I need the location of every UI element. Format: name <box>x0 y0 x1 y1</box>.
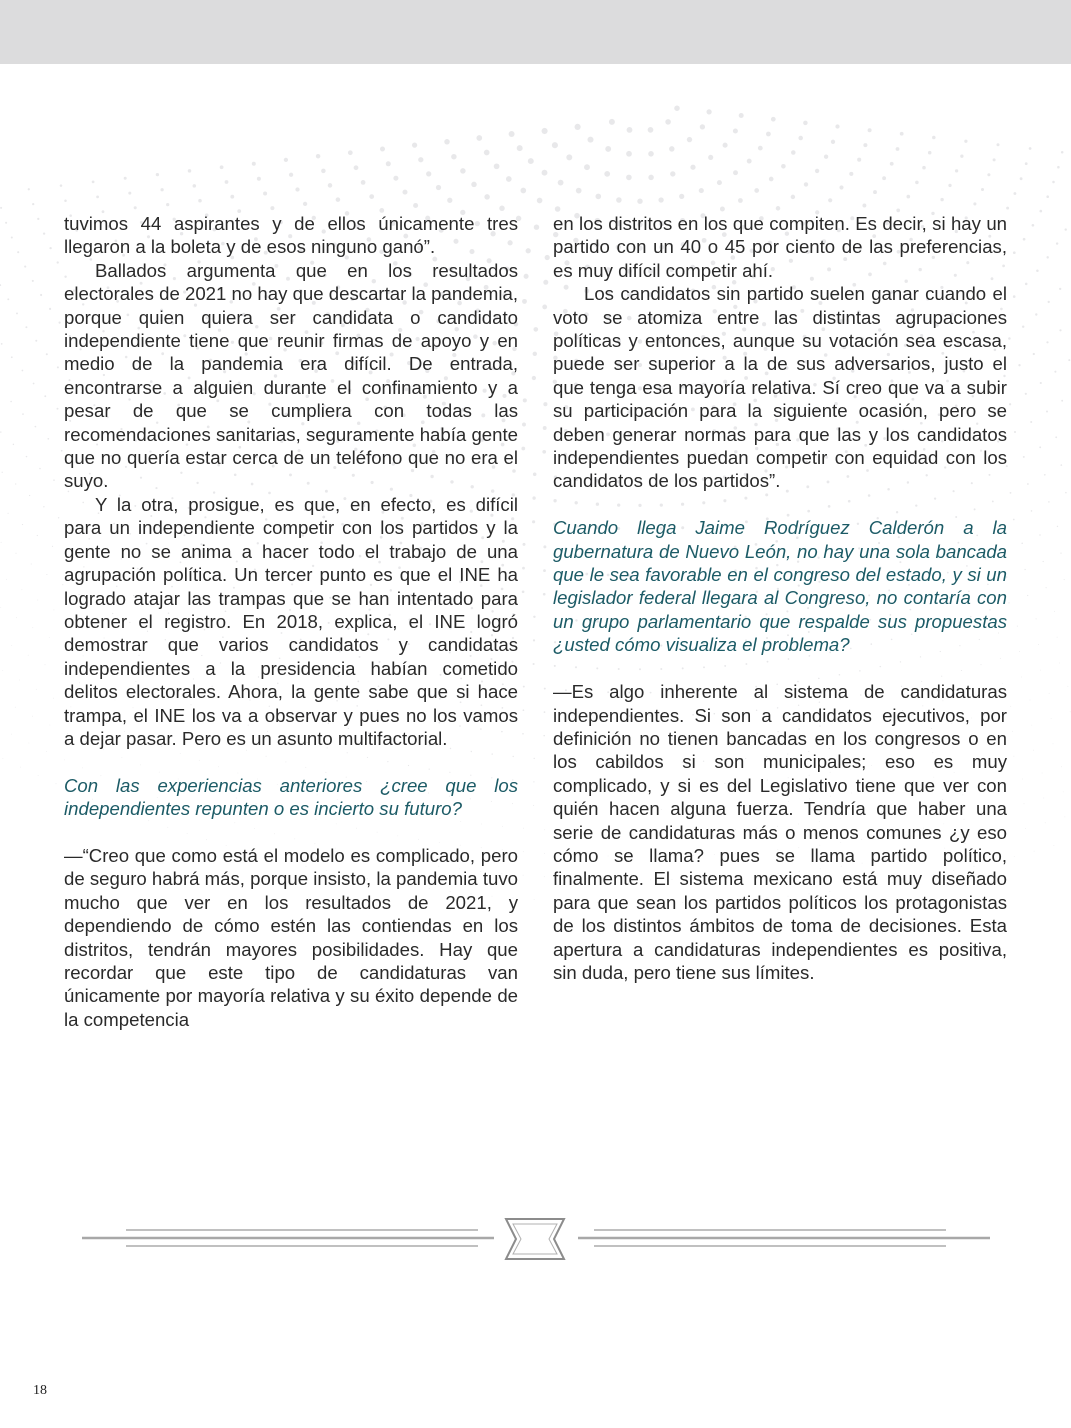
right-paragraph-1: en los distritos en los que compiten. Es decir, si hay un partido con un 40 o 45 por ciento de las preferencias, es muy difícil competir ahí. <box>553 213 1007 281</box>
right-paragraph-3: —Es algo inherente al sistema de candidaturas independientes. Si son a candidatos ejecutivos, por definición no tienen bancadas en los congresos o en los cabildos si son municipales; eso es muy complicado, y si es del Legislativo tiene que ver con quién hacen alguna fuerza. Tendría que haber una serie de candidaturas más o menos comunes ¿y eso cómo se llama? pues se llama partido político, finalmente. El sistema mexicano está muy diseñado para que sean los partidos políticos los protagonistas de los distintos ámbitos de toma de decisiones. Esta apertura a candidaturas independientes es positiva, sin duda, pero tiene sus límites. <box>553 681 1007 983</box>
right-interview-question: Cuando llega Jaime Rodríguez Calderón a la gubernatura de Nuevo León, no hay una sola bancada que le sea favorable en el congreso del estado, y si un legislador federal llegara al Congreso, no contaría con un grupo parlamentario que respalde sus propuestas ¿usted cómo visualiza el problema? <box>553 517 1007 656</box>
left-paragraph-3: Y la otra, prosigue, es que, en efecto, es difícil para un independiente competir con los partidos y la gente no se anima a hacer todo el trabajo de una agrupación política. Un tercer punto es que el INE ha logrado atajar las trampas que se han intentado para obtener el registro. En 2018, explica, el INE logró demostrar que varios candidatos y candidatas independientes a la presidencia habían cometido delitos electorales. Ahora, la gente sabe que si hace trampa, el INE los va a observar y pues no los vamos a dejar pasar. Pero es un asunto multifactorial. <box>64 493 518 749</box>
right-column <box>553 212 1007 984</box>
right-paragraph-2: Los candidatos sin partido suelen ganar cuando el voto se atomiza entre las distintas agrupaciones políticas y entonces, aunque su votación sea escasa, puede ser superior a la de sus adversarios, justo el que tenga esa mayoría relativa. Sí creo que va a subir su participación para la siguiente ocasión, pero se deben generar normas para que las y los candidatos independientes puedan competir con equidad con los candidatos de los partidos”. <box>553 283 1007 492</box>
section-divider-ornament <box>80 1216 992 1264</box>
left-paragraph-1: tuvimos 44 aspirantes y de ellos únicamente tres llegaron a la boleta y de esos ninguno ganó”. <box>64 213 518 258</box>
header-band <box>0 0 1071 64</box>
left-column <box>64 212 518 1031</box>
left-paragraph-4: —“Creo que como está el modelo es complicado, pero de seguro habrá más, porque insisto, la pandemia tuvo mucho que ver en los resultados de 2021, y dependiendo de cómo estén las contiendas en los distritos, tendrán mayores posibilidades. Hay que recordar que este tipo de candidaturas van únicamente por mayoría relativa y su éxito depende de la competencia <box>64 844 518 1030</box>
page-number: 18 <box>33 1383 47 1398</box>
left-paragraph-2: Ballados argumenta que en los resultados electorales de 2021 no hay que descartar la pandemia, porque quien quiera ser candidata o candidato independiente tiene que reunir firmas de apoyo y en medio de la pandemia era difícil. De entrada, encontrarse a alguien durante el confinamiento y a pesar de que se cumpliera con todas las recomendaciones sanitarias, seguramente había gente que no quería estar cerca de un teléfono que no era el suyo. <box>64 259 518 492</box>
left-interview-question: Con las experiencias anteriores ¿cree que los independientes repunten o es incierto su futuro? <box>64 774 518 820</box>
